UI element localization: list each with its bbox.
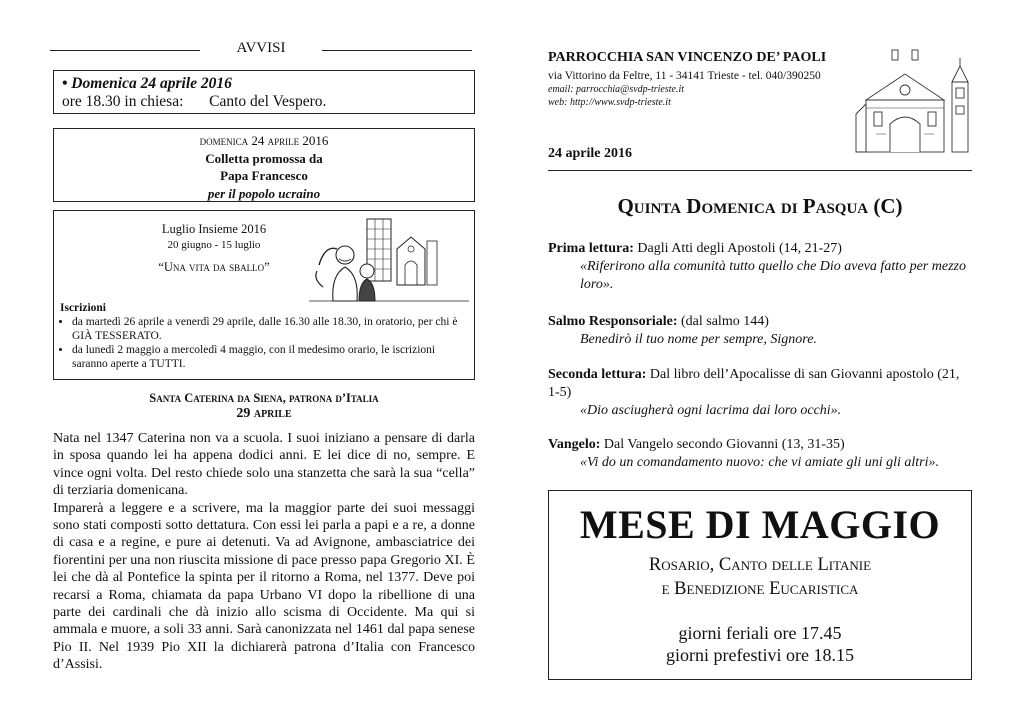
iscrizioni-label: Iscrizioni	[60, 302, 106, 314]
caterina-title: Santa Caterina da Siena, patrona d’Italia	[149, 391, 379, 405]
caterina-date: 29 aprile	[236, 406, 292, 421]
iscrizioni-item: • da martedì 26 aprile a venerdì 29 aprile, dalle 16.30 alle 18.30, in oratorio, per chi è GIÀ TESSERATO.	[72, 315, 470, 343]
reading-text: «Riferirono alla comunità tutto quello che Dio aveva fatto per mezzo loro».	[580, 259, 966, 292]
reading-psalm	[548, 313, 972, 349]
reading-ref: Dal Vangelo secondo Giovanni (13, 31-35)	[600, 437, 845, 452]
reading-ref: (dal salmo 144)	[677, 314, 769, 329]
iscrizioni-item: • da lunedì 2 maggio a mercoledì 4 maggio, con il medesimo orario, le iscrizioni saranno aperte a TUTTI.	[72, 343, 470, 371]
colletta-box	[53, 128, 475, 202]
colletta-line3: per il popolo ucraino	[207, 185, 321, 201]
iscrizioni-list	[60, 315, 470, 371]
reading-first	[548, 240, 972, 294]
maggio-time-prefestivi: giorni prefestivi ore 18.15	[666, 645, 854, 665]
colletta-line2: Papa Francesco	[220, 168, 308, 183]
reading-label: Prima lettura:	[548, 241, 634, 256]
reading-label: Vangelo:	[548, 437, 601, 452]
reading-label: Seconda lettura:	[548, 367, 647, 382]
caterina-article	[53, 430, 475, 674]
caterina-paragraph: Imparerà a leggere e a scrivere, ma la maggior parte dei suoi messaggi sono stati composti sotto dettatura. Con essi lei parla a papi e a re, a donne di casa e a regine, e pure ai detenuti. Va ad Avignone, ambasciatrice dei fiorentini per una non riuscita missione di pace presso papa Gregorio XI. È lei che dà al Pontefice la spinta per il ritorno a Roma, nel 1377. Deve poi recarsi a Roma, chiamata da papa Urbano VI dopo la ribellione di una parte dei cardinali che dà inizio allo scisma di Occidente. Ma qui si ammala e muore, a soli 33 anni. Sarà canonizzata nel 1461 dal papa senese Pio II. Nel 1939 Pio XII la dichiarerà patrona d’Italia con Francesco d’Assisi.	[53, 500, 475, 673]
parish-web: web: http://www.svdp-trieste.it	[548, 97, 671, 108]
luglio-insieme-box	[53, 210, 475, 380]
parish-name: PARROCCHIA SAN VINCENZO DE’ PAOLI	[548, 50, 827, 65]
avvisi-heading: AVVISI	[236, 40, 286, 56]
reading-second	[548, 366, 972, 420]
reading-gospel	[548, 436, 972, 472]
luglio-dates: 20 giugno - 15 luglio	[167, 239, 261, 251]
maggio-subtitle: e Benedizione Eucaristica	[661, 579, 859, 599]
header-rule	[548, 170, 972, 171]
avvisi-date: • Domenica 24 aprile 2016	[62, 75, 232, 92]
reading-text: «Vi do un comandamento nuovo: che vi amiate gli uni gli altri».	[580, 455, 940, 470]
colletta-date: domenica 24 aprile 2016	[199, 133, 329, 148]
avvisi-event: Canto del Vespero.	[209, 93, 327, 110]
parish-email: email: parrocchia@svdp-trieste.it	[548, 84, 685, 95]
caterina-heading	[53, 390, 475, 422]
avvisi-box	[53, 70, 475, 114]
reading-text: «Dio asciugherà ogni lacrima dai loro occhi».	[580, 403, 842, 418]
reading-text: Benedirò il tuo nome per sempre, Signore.	[580, 332, 817, 347]
luglio-title: Luglio Insieme 2016	[161, 222, 267, 236]
bulletin-date: 24 aprile 2016	[548, 146, 632, 161]
luglio-illustration-icon	[309, 215, 469, 303]
parish-address: via Vittorino da Feltre, 11 - 34141 Trieste - tel. 040/390250	[548, 70, 821, 82]
luglio-header	[114, 221, 314, 275]
caterina-paragraph: Nata nel 1347 Caterina non va a scuola. I suoi iniziano a pensare di darla in sposa quando lei ha appena dodici anni. E lei dice di no, sempre. E vince ogni volta. Del resto chiede solo una stanzetta che sarà la sua “cella” di terziaria domenicana.	[53, 431, 475, 499]
mese-di-maggio-box	[548, 490, 972, 680]
maggio-time-feriali: giorni feriali ore 17.45	[678, 623, 842, 643]
avvisi-time: ore 18.30 in chiesa:	[62, 93, 184, 110]
reading-ref: Dagli Atti degli Apostoli (14, 21-27)	[633, 241, 842, 256]
luglio-motto: “Una vita da sballo”	[158, 260, 270, 274]
iscrizioni-section	[60, 301, 470, 371]
colletta-line1: Colletta promossa da	[205, 150, 323, 166]
reading-ref: Dal libro dell’Apocalisse di san Giovanni apostolo (21, 1-5)	[548, 367, 960, 400]
reading-label: Salmo Responsoriale:	[548, 314, 678, 329]
sunday-title: Quinta Domenica di Pasqua (C)	[617, 194, 903, 218]
maggio-title: MESE DI MAGGIO	[579, 502, 941, 547]
church-building-icon	[852, 44, 982, 154]
avvisi-event-line	[62, 93, 466, 111]
maggio-subtitle: Rosario, Canto delle Litanie	[648, 555, 872, 575]
